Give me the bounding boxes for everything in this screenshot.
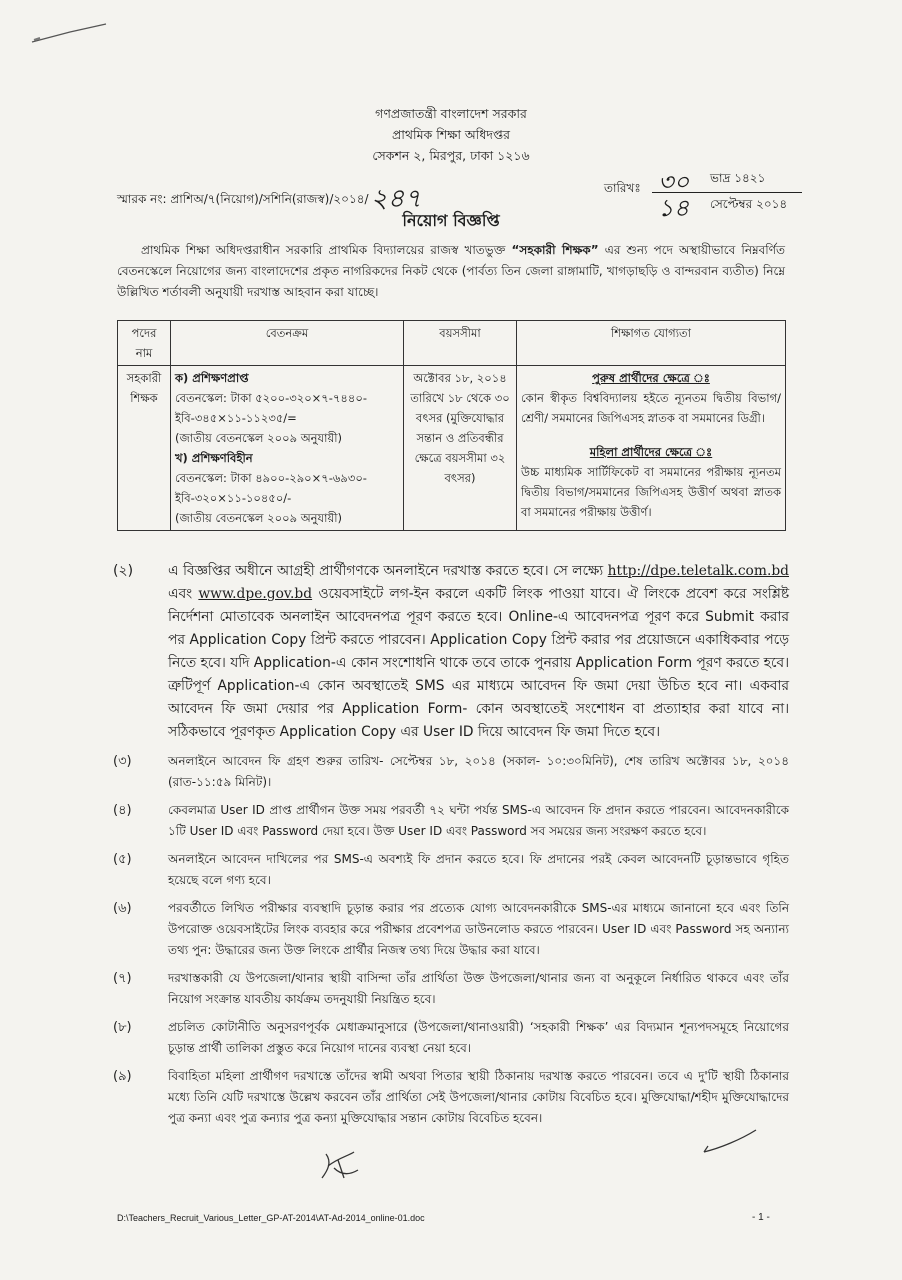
date-label: তারিখঃ [604,181,641,195]
qual-male-text: কোন স্বীকৃত বিশ্ববিদ্যালয় হইতে ন্যূনতম দ্বিতীয় বিভাগ/ শ্রেণী/ সমমানের জিপিএসহ স্নাতক বা সমমানের ডিগ্রী। [521,391,781,425]
pay-untrained-label: খ) প্রশিক্ষণবিহীন [175,451,253,465]
table-row [118,366,786,531]
cell-age-limit: অক্টোবর ১৮, ২০১৪ তারিখে ১৮ থেকে ৩০ বৎসর (মুক্তিযোদ্ধার সন্তান ও প্রতিবন্ধীর ক্ষেত্রে বয়সসীমা ৩২ বৎসর) [404,366,517,531]
item-text: প্রচলিত কোটানীতি অনুসরণপূর্বক মেধাক্রমানুসারে (উপজেলা/থানাওয়ারী) ‘সহকারী শিক্ষক’ এর বিদ্যমান শূন্যপদসমূহে নিয়োগের চূড়ান্ত প্রার্থী তালিকা প্রস্তুত করে নিয়োগ দানের ব্যবস্থা নেয়া হবে। [168,1020,789,1055]
item-text: ওয়েবসাইটে লগ-ইন করলে একটি লিংক পাওয়া যাবে। ঐ লিংকে প্রবেশ করে সংশ্লিষ্ট নির্দেশনা মোতাবেক অনলাইন আবেদনপত্র পূরণ করতে হবে। Online-এ আবেদনপত্র পূরণ করে Submit করার পর Application Copy প্রিন্ট করতে পারবেন। Application Copy প্রিন্ট করার পর প্রয়োজনে একাধিকবার পড়ে নিতে হবে। যদি Application-এ কোন সংশোধনি থাকে তবে তাকে পুনরায় Application Form পূরণ করতে হবে। ত্রুটিপূর্ণ Application-এ কোন অবস্থাতেই SMS এর মাধ্যমে আবেদন ফি জমা দেয়া উচিত হবে না। একবার আবেদন ফি জমা দেয়ার পর Application Form- কোন অবস্থাতেই সংশোধন বা প্রত্যাহার করা যাবে না। সঠিকভাবে পূরণকৃত Application Copy এর User ID দিয়ে আবেদন ফি জমা দিতে হবে। [168,586,790,740]
qual-female-text: উচ্চ মাধ্যমিক সার্টিফিকেট বা সমমানের পরীক্ষায় ন্যূনতম দ্বিতীয় বিভাগ/সমমানের জিপিএসহ উত্তীর্ণ অথবা স্নাতক বা সমমানের পরীক্ষায় উত্তীর্ণ। [521,465,781,519]
initial-signature-mark [318,1148,364,1184]
qual-male-heading [521,368,781,388]
memo-label: স্মারক নং: প্রাশিঅ/৭(নিয়োগ)/সশিনি(রাজস্ব)/২০১৪/ [117,192,369,206]
notice-title: নিয়োগ বিজ্ঞপ্তি [402,211,500,230]
government-name: গণপ্রজাতন্ত্রী বাংলাদেশ সরকার [375,106,527,121]
terms-list [113,560,789,1136]
qual-male-heading-text: পুরুষ প্রার্থীদের ক্ষেত্রে ঃ [592,371,710,385]
letterhead [0,103,902,166]
item-text: দরখাস্তকারী যে উপজেলা/থানার স্থায়ী বাসিন্দা তাঁর প্রার্থিতা উক্ত উপজেলা/থানার জন্য বা অনুকূলে নির্ধারিত থাকবে এবং তাঁর নিয়োগ সংক্রান্ত যাবতীয় কার্যক্রম তদনুযায়ী নিয়ন্ত্রিত হবে। [168,971,789,1006]
list-item [113,1017,789,1059]
dpe-website-link[interactable]: www.dpe.gov.bd [198,586,313,602]
requirements-table [117,320,786,531]
list-item [113,560,789,744]
intro-text-2: এর শুন্য পদে অস্থায়ীভাবে নিম্নবর্ণিত বেতনস্কেলে নিয়োগের জন্য বাংলাদেশের প্রকৃত নাগরিকদের নিকট থেকে (পার্বত্য তিন জেলা রাঙ্গামাটি, খাগড়াছড়ি ও বান্দরবান ব্যতীত) নিম্নে উল্লিখিত শর্তাবলী অনুযায়ী দরখাস্ত আহবান করা যাচ্ছে। [117,243,785,299]
file-path-footer: D:\Teachers_Recruit_Various_Letter_GP-AT-2014\AT-Ad-2014_online-01.doc [117,1213,425,1223]
item-number: (৭) [113,971,132,986]
pen-scribble-mark [30,22,110,46]
item-text: বিবাহিতা মহিলা প্রার্থীগণ দরখাস্তে তাঁদের স্বামী অথবা পিতার স্থায়ী ঠিকানায় দরখাস্ত করতে পারবেন। তবে এ দু'টি স্থায়ী ঠিকানার মধ্যে তিনি যেটি দরখাস্তে উল্লেখ করবেন তাঁর প্রার্থিতা সেই উপজেলা/থানার কোটায় বিবেচিত হবে। মুক্তিযোদ্ধা/শহীদ মুক্তিযোদ্ধাদের পুত্র কন্যা এবং পুত্র কন্যার পুত্র কন্যা মুক্তিযোদ্ধার সন্তান কোটায় বিবেচিত হবেন। [168,1069,789,1125]
item-number: (৮) [113,1020,132,1035]
item-text: অনলাইনে আবেদন ফি গ্রহণ শুরুর তারিখ- সেপ্টেম্বর ১৮, ২০১৪ (সকাল- ১০:৩০মিনিট), শেষ তারিখ অক্টোবর ১৮, ২০১৪ (রাত-১১:৫৯ মিনিট)। [168,754,789,789]
item-number: (৪) [113,803,132,818]
item-number: (৬) [113,901,132,916]
list-item [113,751,789,793]
item-text: অনলাইনে আবেদন দাখিলের পর SMS-এ অবশ্যই ফি প্রদান করতে হবে। ফি প্রদানের পরই কেবল আবেদনটি চূড়ান্তভাবে গৃহিত হয়েছে বলে গণ্য হবে। [168,852,789,887]
table-header-row [118,321,786,366]
pay-untrained-note: (জাতীয় বেতনস্কেল ২০০৯ অনুযায়ী) [175,511,343,525]
signature-stroke-mark [700,1128,760,1158]
intro-paragraph [117,240,785,303]
item-number: (২) [113,563,134,579]
item-text: এ বিজ্ঞপ্তির অধীনে আগ্রহী প্রার্থীগণকে অনলাইনে দরখাস্ত করতে হবে। সে লক্ষ্যে [168,563,608,579]
department-name: প্রাথমিক শিক্ষা অধিদপ্তর [391,127,511,142]
item-text: কেবলমাত্র User ID প্রাপ্ত প্রার্থীগন উক্ত সময় পরবর্তী ৭২ ঘন্টা পর্যন্ত SMS-এ আবেদন ফি প্রদান করতে পারবেন। আবেদনকারীকে ১টি User ID এবং Password দেয়া হবে। উক্ত User ID এবং Password সব সময়ের জন্য সংরক্ষণ করতে হবে। [168,803,789,838]
pay-trained-label: ক) প্রশিক্ষণপ্রাপ্ত [175,371,249,385]
list-item [113,1066,789,1129]
pay-untrained-scale: বেতনস্কেল: টাকা ৪৯০০-২৯০×৭-৬৯৩০-ইবি-৩২০×১১-১০৪৫০/- [175,471,367,505]
header-post: পদের নাম [118,321,171,366]
intro-text-1: প্রাথমিক শিক্ষা অধিদপ্তরাধীন সরকারি প্রাথমিক বিদ্যালয়ের রাজস্ব খাতভুক্ত [141,243,512,257]
cell-post-name: সহকারী শিক্ষক [118,366,171,531]
cell-pay-scale [171,366,404,531]
item-text: এবং [168,586,199,602]
list-item [113,849,789,891]
cell-qualification [517,366,786,531]
header-age: বয়সসীমা [404,321,517,366]
date-month-english: সেপ্টেম্বর ২০১৪ [710,197,788,211]
date-day-english: ১৪ [658,194,690,222]
pay-trained-scale: বেতনস্কেল: টাকা ৫২০০-৩২০×৭-৭৪৪০-ইবি-৩৪৫×১১-১১২৩৫/= [175,391,367,425]
memo-handwritten-number: ২৪৭ [370,184,422,214]
item-text: পরবর্তীতে লিখিত পরীক্ষার ব্যবস্থাদি চূড়ান্ত করার পর প্রত্যেক যোগ্য আবেদনকারীকে SMS-এর মাধ্যমে জানানো হবে এবং তিনি উপরোক্ত ওয়েবসাইটের লিংক ব্যবহার করে পরীক্ষার প্রবেশপত্র ডাউনলোড করতে পারবেন। User ID এবং Password সহ অন্যান্য তথ্য পুন: উদ্ধারের জন্য উক্ত লিংকে প্রার্থীর নিজস্ব তথ্য দিয়ে উদ্ধার করা যাবে। [168,901,789,957]
teletalk-link[interactable]: http://dpe.teletalk.com.bd [607,563,789,579]
list-item [113,898,789,961]
item-number: (৫) [113,852,132,867]
pay-trained-note: (জাতীয় বেতনস্কেল ২০০৯ অনুযায়ী) [175,431,343,445]
list-item [113,800,789,842]
office-address: সেকশন ২, মিরপুর, ঢাকা ১২১৬ [372,148,530,163]
list-item [113,968,789,1010]
qual-female-heading [521,442,781,462]
header-qualification: শিক্ষাগত যোগ্যতা [517,321,786,366]
page-number: - 1 - [752,1212,770,1223]
date-month-bangla: ভাদ্র ১৪২১ [710,171,766,185]
header-pay: বেতনক্রম [171,321,404,366]
qual-female-heading-text: মহিলা প্রার্থীদের ক্ষেত্রে ঃ [589,445,713,459]
date-day-bangla: ৩০ [658,168,690,196]
item-number: (৩) [113,754,132,769]
item-number: (৯) [113,1069,132,1084]
intro-post-name: “সহকারী শিক্ষক” [511,243,599,257]
